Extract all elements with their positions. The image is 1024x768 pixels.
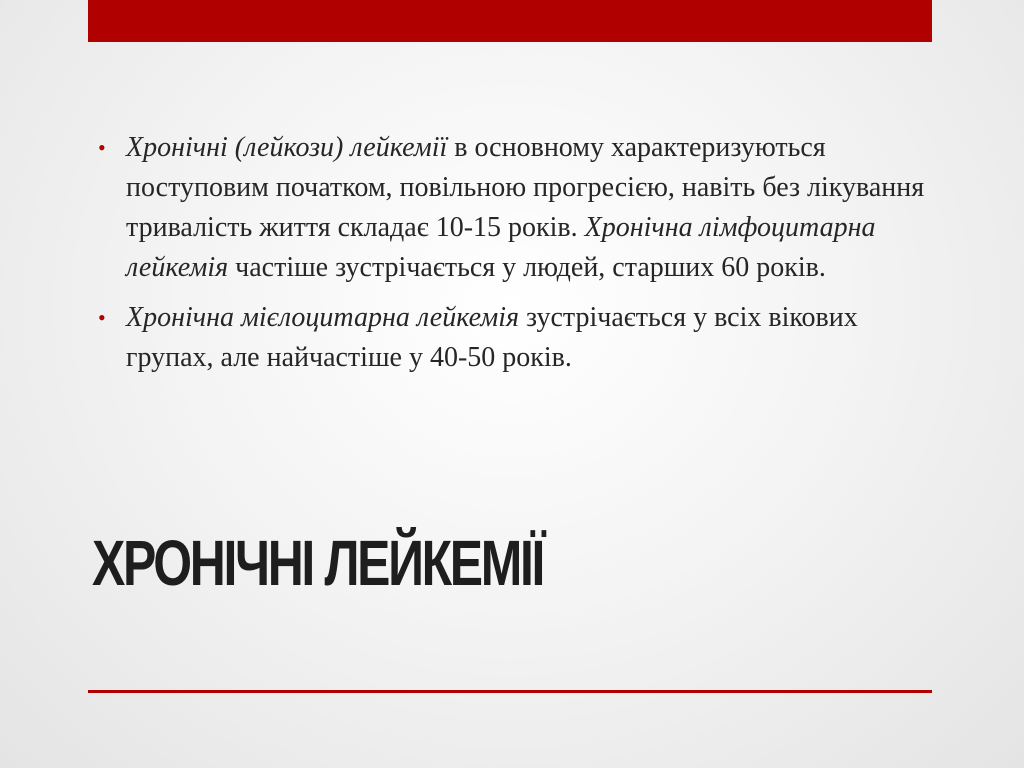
bullet-item: [98, 128, 928, 288]
bullet-text: в основному характеризуються поступовим початком, повільною прогресією, навіть без лікування тривалість життя складає 10-15 років.: [126, 132, 925, 243]
bullet-text-italic: Хронічні (лейкози) лейкемії: [126, 132, 448, 163]
bullet-list: [98, 128, 928, 388]
bullet-text: частіше зустрічається у людей, старших 60 років.: [228, 252, 826, 283]
top-accent-bar: [88, 0, 932, 42]
bottom-divider: [88, 690, 932, 693]
bullet-dot-icon: •: [98, 135, 106, 160]
bullet-text-italic: Хронічна мієлоцитарна лейкемія: [126, 302, 520, 333]
slide-title: ХРОНІЧНІ ЛЕЙКЕМІЇ: [92, 527, 543, 599]
bullet-text: зустрічається у всіх вікових групах, але найчастіше у 40-50 років.: [126, 302, 858, 373]
bullet-text-italic: Хронічна лімфоцитарна лейкемія: [126, 212, 876, 283]
bullet-item: [98, 298, 928, 378]
bullet-dot-icon: •: [98, 305, 106, 330]
